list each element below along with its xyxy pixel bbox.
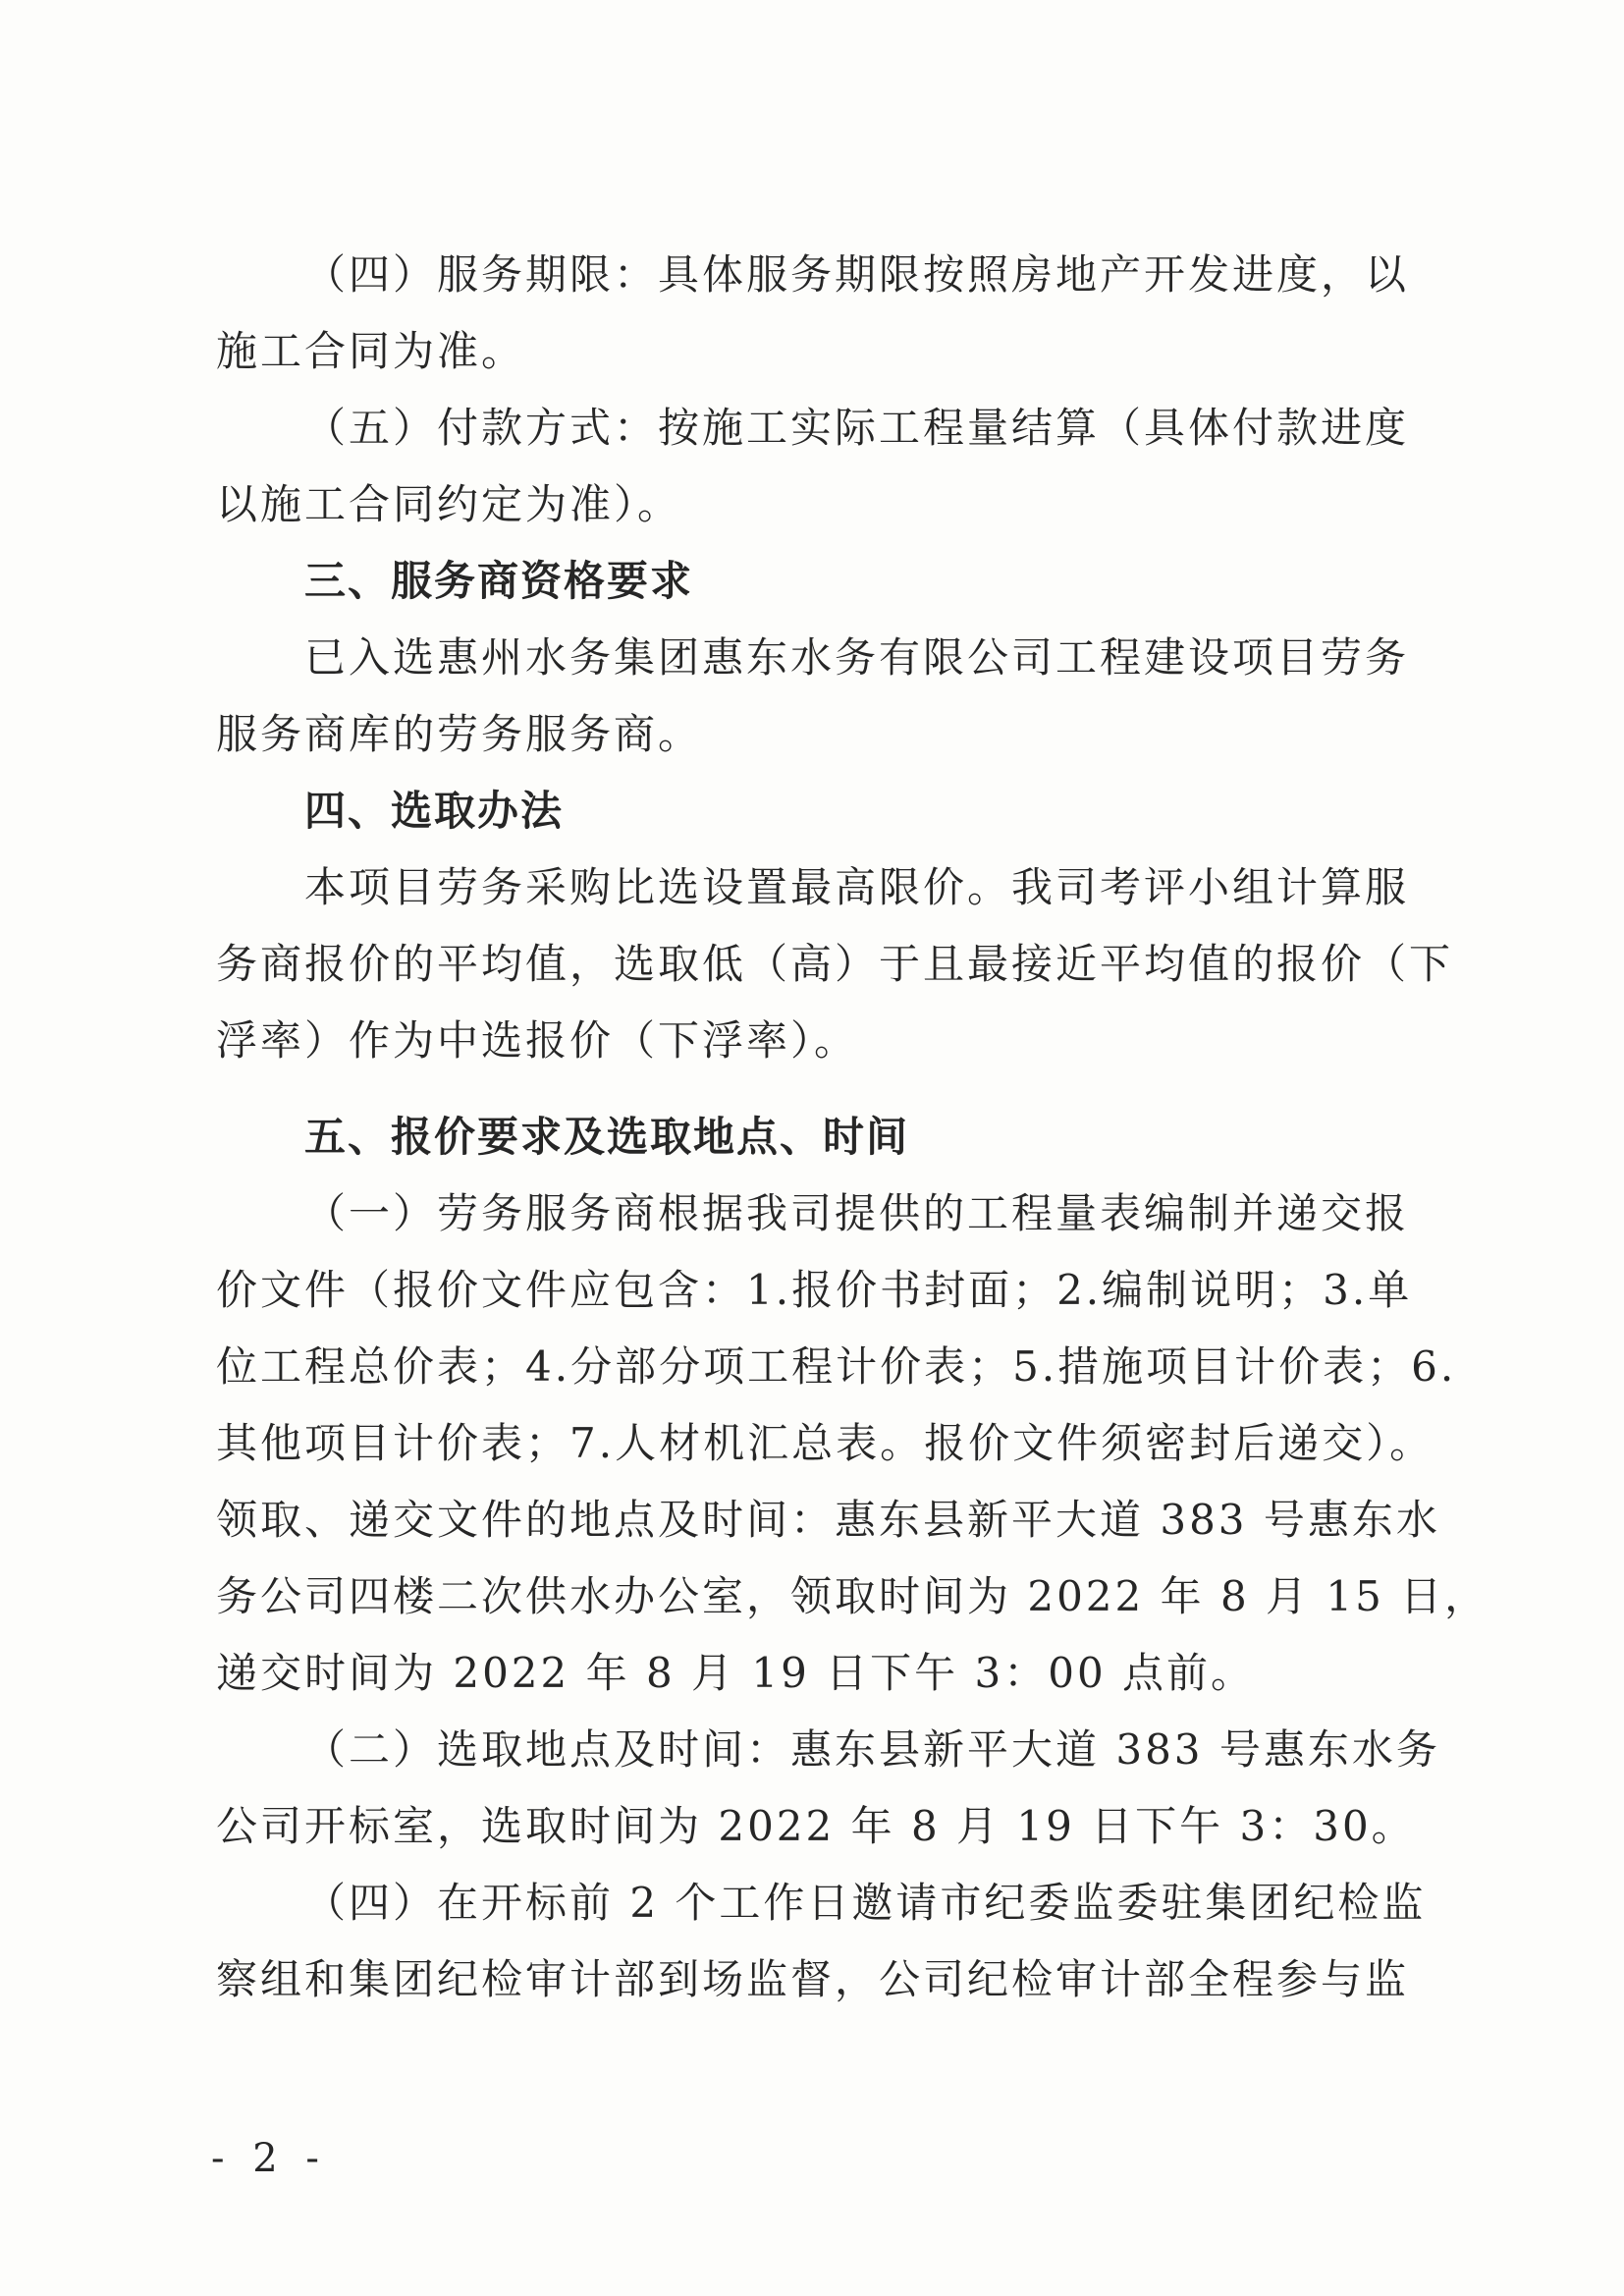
text-line: 已入选惠州水务集团惠东水务有限公司工程建设项目劳务 <box>304 633 1410 682</box>
text-line-payment-method: （五）付款方式：按施工实际工程量结算（具体付款进度 <box>304 404 1410 452</box>
text-line: （二）选取地点及时间：惠东县新平大道 383 号惠东水务 <box>304 1725 1440 1774</box>
text-line: 务商报价的平均值，选取低（高）于且最接近平均值的报价（下 <box>216 940 1454 988</box>
section-heading-quotation: 五、报价要求及选取地点、时间 <box>304 1113 910 1161</box>
text-line: 位工程总价表；4.分部分项工程计价表；5.措施项目计价表；6. <box>216 1342 1457 1391</box>
page-number: - 2 - <box>211 2136 327 2181</box>
text-line: 务公司四楼二次供水办公室，领取时间为 2022 年 8 月 15 日， <box>216 1572 1489 1620</box>
text-line: （一）劳务服务商根据我司提供的工程量表编制并递交报 <box>304 1189 1410 1237</box>
text-line: 其他项目计价表；7.人材机汇总表。报价文件须密封后递交）。 <box>216 1419 1435 1467</box>
text-line: 公司开标室，选取时间为 2022 年 8 月 19 日下午 3：30。 <box>216 1802 1416 1850</box>
text-line: 服务商库的劳务服务商。 <box>216 710 703 758</box>
text-line: 领取、递交文件的地点及时间：惠东县新平大道 383 号惠东水 <box>216 1496 1440 1544</box>
section-heading-selection-method: 四、选取办法 <box>304 787 565 835</box>
text-line: 察组和集团纪检审计部到场监督，公司纪检审计部全程参与监 <box>216 1955 1410 2003</box>
text-line: 浮率）作为中选报价（下浮率）。 <box>216 1016 859 1065</box>
text-line: 本项目劳务采购比选设置最高限价。我司考评小组计算服 <box>304 863 1410 911</box>
text-line: 价文件（报价文件应包含：1.报价书封面；2.编制说明；3.单 <box>216 1266 1413 1314</box>
text-line: 递交时间为 2022 年 8 月 19 日下午 3：00 点前。 <box>216 1649 1256 1697</box>
section-heading-qualification: 三、服务商资格要求 <box>304 557 694 605</box>
text-line: 施工合同为准。 <box>216 327 526 375</box>
text-line-service-term: （四）服务期限：具体服务期限按照房地产开发进度，以 <box>304 250 1410 299</box>
text-line: （四）在开标前 2 个工作日邀请市纪委监委驻集团纪检监 <box>304 1879 1427 1927</box>
text-line: 以施工合同约定为准）。 <box>216 480 682 528</box>
